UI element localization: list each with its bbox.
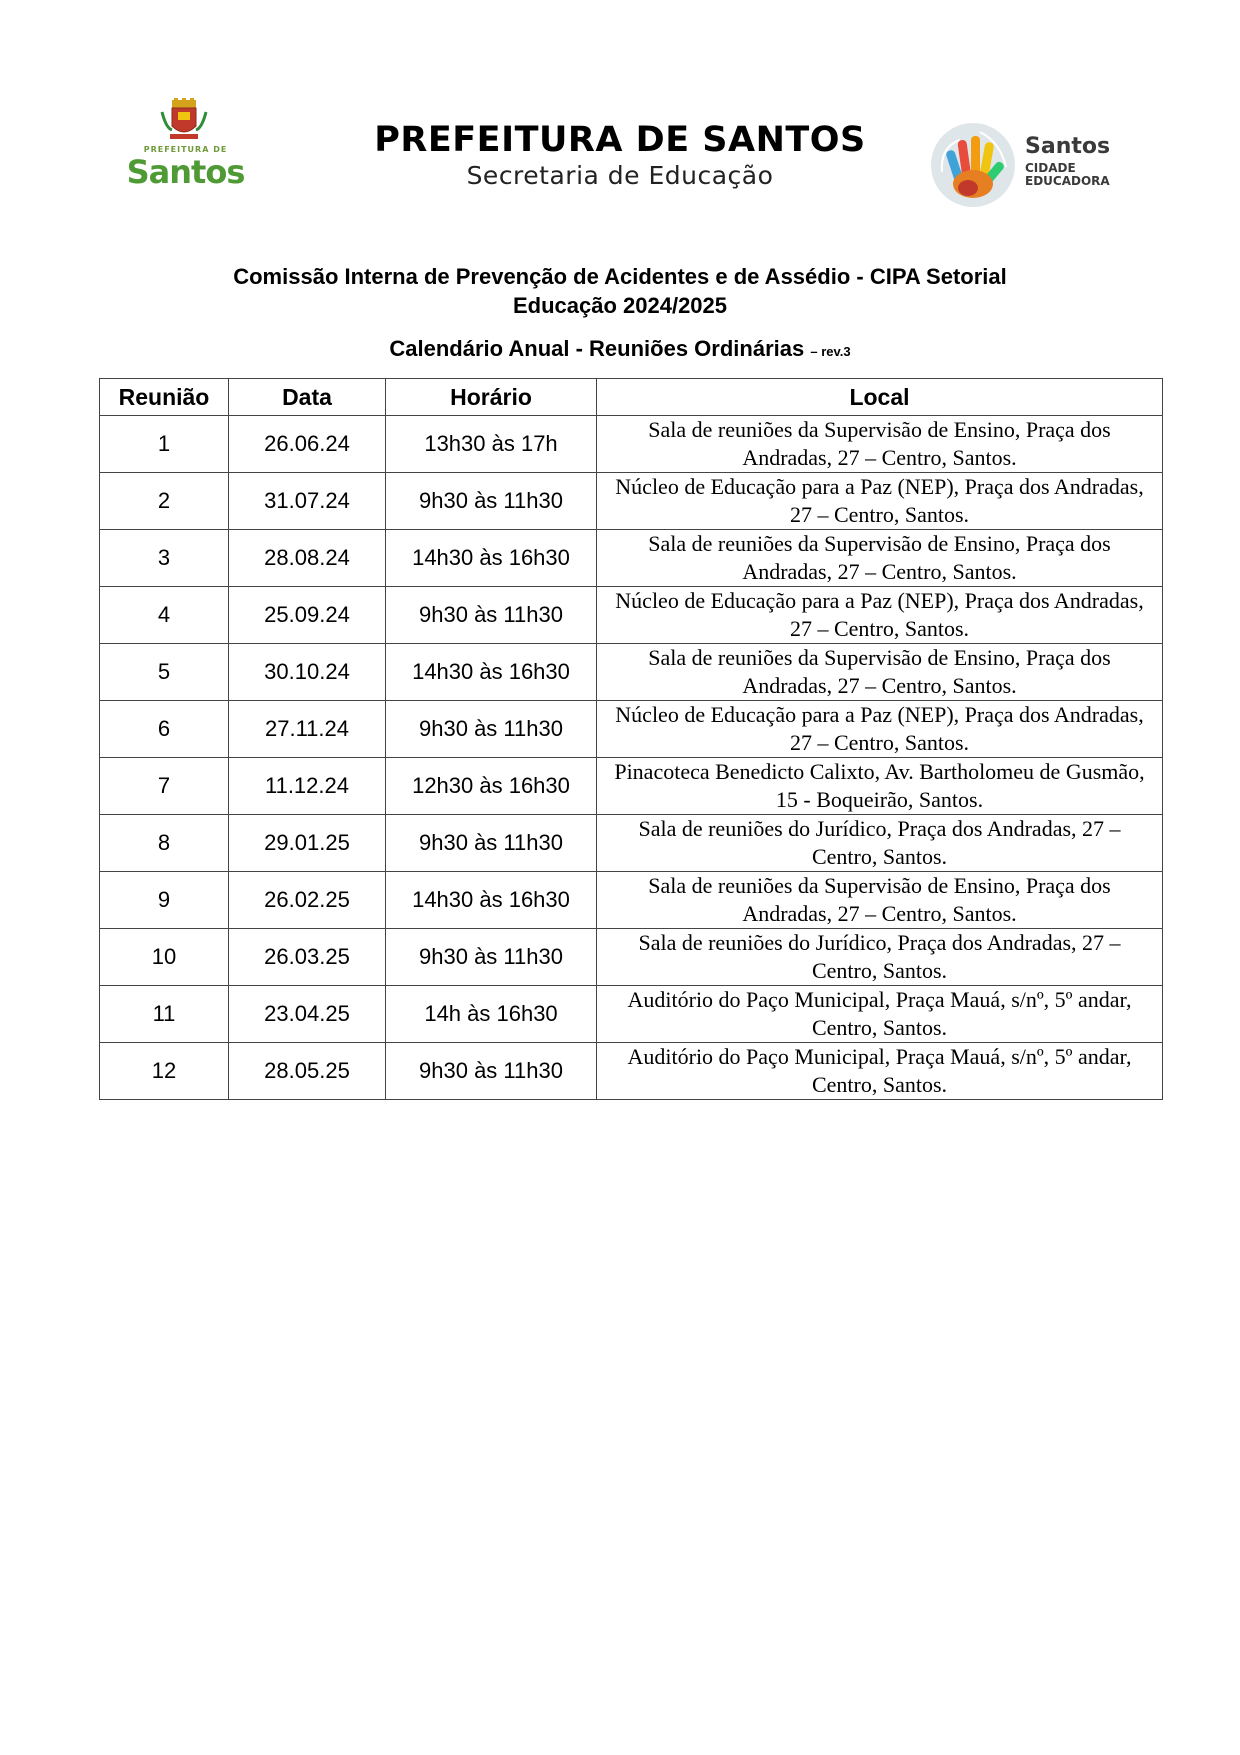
cell-local: Sala de reuniões da Supervisão de Ensino, Praça dos Andradas, 27 – Centro, Santos. [597,416,1163,473]
heading-line-2: Educação 2024/2025 [512,293,728,318]
cell-horario: 9h30 às 11h30 [386,1043,597,1100]
cell-horario: 9h30 às 11h30 [386,701,597,758]
table-row [100,701,1163,758]
cell-data: 26.06.24 [229,416,386,473]
cell-reuniao: 9 [100,872,229,929]
table-row [100,815,1163,872]
cell-data: 28.05.25 [229,1043,386,1100]
document-heading [100,262,1140,320]
cell-horario: 14h às 16h30 [386,986,597,1043]
logo-santos-text: Santos [126,153,245,191]
cell-horario: 9h30 às 11h30 [386,815,597,872]
cell-data: 26.03.25 [229,929,386,986]
cell-data: 29.01.25 [229,815,386,872]
cell-horario: 14h30 às 16h30 [386,872,597,929]
cell-local: Núcleo de Educação para a Paz (NEP), Praça dos Andradas, 27 – Centro, Santos. [597,587,1163,644]
heading-line-1: Comissão Interna de Prevenção de Acidentes e de Assédio - CIPA Setorial [233,264,1007,289]
cell-local: Núcleo de Educação para a Paz (NEP), Praça dos Andradas, 27 – Centro, Santos. [597,701,1163,758]
cell-reuniao: 11 [100,986,229,1043]
table-row [100,530,1163,587]
cell-reuniao: 8 [100,815,229,872]
page-subtitle: Secretaria de Educação [466,161,774,190]
table-row [100,758,1163,815]
cell-reuniao: 6 [100,701,229,758]
header-title-block [330,120,910,192]
cell-local: Núcleo de Educação para a Paz (NEP), Praça dos Andradas, 27 – Centro, Santos. [597,473,1163,530]
cell-local: Sala de reuniões do Jurídico, Praça dos Andradas, 27 – Centro, Santos. [597,815,1163,872]
column-header-data: Data [229,379,386,416]
table-row [100,644,1163,701]
prefeitura-logo [118,98,253,190]
cell-data: 31.07.24 [229,473,386,530]
table-row [100,986,1163,1043]
cell-data: 26.02.25 [229,872,386,929]
column-header-local: Local [597,379,1163,416]
cell-horario: 9h30 às 11h30 [386,929,597,986]
cell-local: Auditório do Paço Municipal, Praça Mauá, s/nº, 5º andar, Centro, Santos. [597,986,1163,1043]
cell-horario: 9h30 às 11h30 [386,473,597,530]
logo-santos-right-text: Santos [1025,134,1111,159]
cell-horario: 12h30 às 16h30 [386,758,597,815]
column-header-reuniao: Reunião [100,379,229,416]
cell-data: 11.12.24 [229,758,386,815]
cell-reuniao: 5 [100,644,229,701]
cell-data: 27.11.24 [229,701,386,758]
table-row [100,587,1163,644]
cell-reuniao: 7 [100,758,229,815]
cell-reuniao: 12 [100,1043,229,1100]
logo-educadora-text: EDUCADORA [1025,174,1110,188]
logo-cidade-educadora-text [1025,162,1110,188]
cell-horario: 14h30 às 16h30 [386,644,597,701]
cell-data: 28.08.24 [229,530,386,587]
cell-local: Sala de reuniões da Supervisão de Ensino, Praça dos Andradas, 27 – Centro, Santos. [597,872,1163,929]
column-header-horario: Horário [386,379,597,416]
cell-local: Pinacoteca Benedicto Calixto, Av. Bartholomeu de Gusmão, 15 - Boqueirão, Santos. [597,758,1163,815]
cell-horario: 9h30 às 11h30 [386,587,597,644]
table-row [100,416,1163,473]
cell-horario: 14h30 às 16h30 [386,530,597,587]
cell-data: 23.04.25 [229,986,386,1043]
cell-reuniao: 4 [100,587,229,644]
cell-data: 25.09.24 [229,587,386,644]
revision-label: – rev.3 [810,344,851,359]
table-header-row [100,379,1163,416]
colorful-hand-icon [930,122,1016,208]
logo-prefeitura-text: PREFEITURA DE [143,145,228,154]
cell-local: Sala de reuniões da Supervisão de Ensino, Praça dos Andradas, 27 – Centro, Santos. [597,644,1163,701]
calendar-heading [100,334,1140,366]
table-row [100,929,1163,986]
cell-local: Auditório do Paço Municipal, Praça Mauá, s/nº, 5º andar, Centro, Santos. [597,1043,1163,1100]
cidade-educadora-logo [930,122,1130,208]
cell-reuniao: 10 [100,929,229,986]
cell-local: Sala de reuniões do Jurídico, Praça dos Andradas, 27 – Centro, Santos. [597,929,1163,986]
cell-data: 30.10.24 [229,644,386,701]
cell-reuniao: 2 [100,473,229,530]
coat-of-arms-icon [158,98,210,142]
meetings-table [99,378,1163,1100]
table-row [100,872,1163,929]
cell-horario: 13h30 às 17h [386,416,597,473]
page-title: PREFEITURA DE SANTOS [374,120,866,160]
table-row [100,473,1163,530]
cell-reuniao: 3 [100,530,229,587]
cell-local: Sala de reuniões da Supervisão de Ensino, Praça dos Andradas, 27 – Centro, Santos. [597,530,1163,587]
cell-reuniao: 1 [100,416,229,473]
table-row [100,1043,1163,1100]
logo-cidade-text: CIDADE [1025,161,1076,175]
calendar-title: Calendário Anual - Reuniões Ordinárias [389,336,805,361]
